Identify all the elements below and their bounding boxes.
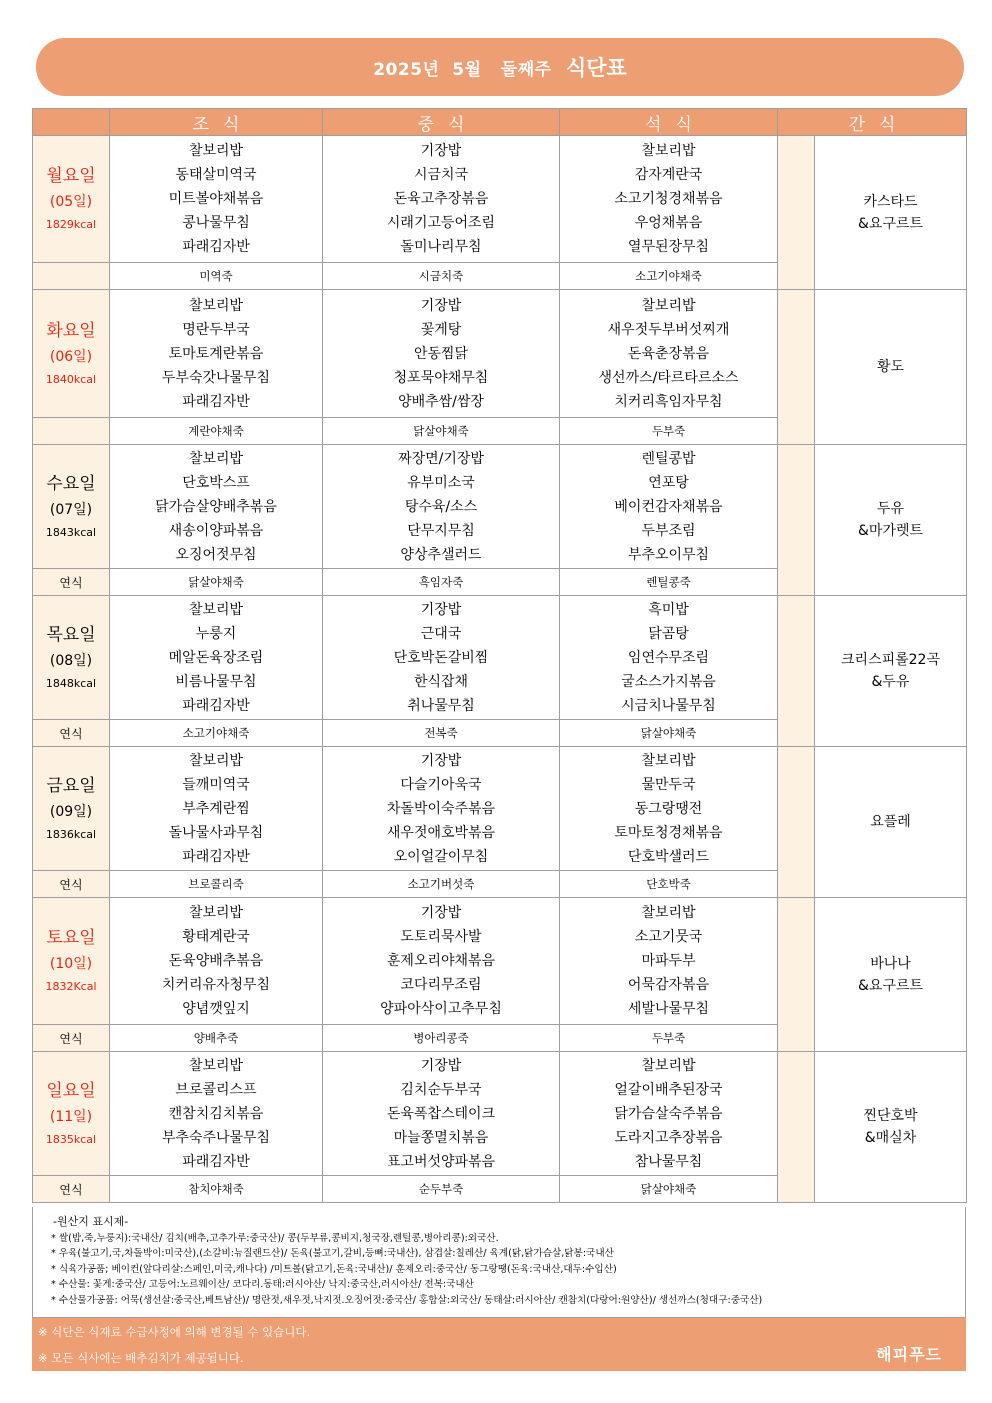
breakfast-cell — [110, 445, 323, 569]
lunch-item: 꽃게탕 — [420, 321, 462, 338]
snack-item: &매실차 — [864, 1130, 917, 1146]
lunch-item: 기장밥 — [420, 601, 462, 618]
dinner-item: 시금치나물무침 — [621, 697, 716, 714]
day-cell — [33, 898, 110, 1025]
dinner-item: 닭곰탕 — [648, 625, 689, 642]
lunch-item: 기장밥 — [420, 905, 462, 921]
breakfast-cell — [110, 898, 323, 1025]
lunch-item: 한식잡채 — [413, 673, 469, 690]
brand-name: 해피푸드 — [876, 1345, 942, 1364]
bottom-bar — [32, 1318, 966, 1371]
soft-diet-item: 소고기야채죽 — [110, 720, 323, 747]
lunch-item: 기장밥 — [420, 143, 462, 159]
breakfast-item: 오징어젓무침 — [175, 546, 257, 563]
soft-diet-item: 닭살야채죽 — [560, 720, 778, 747]
dinner-item: 임연수무조림 — [627, 649, 710, 666]
soft-diet-item: 참치야채죽 — [110, 1176, 323, 1203]
soft-diet-item: 두부죽 — [560, 1025, 778, 1052]
snack-cell — [815, 898, 967, 1052]
dinner-item: 소고기청경채볶음 — [614, 191, 723, 207]
breakfast-item: 미트볼야채볶음 — [168, 191, 264, 207]
breakfast-item: 찰보리밥 — [188, 297, 244, 314]
lunch-item: 단무지무침 — [407, 522, 475, 539]
day-row — [33, 290, 967, 418]
lunch-item: 짜장면/기장밥 — [398, 450, 484, 467]
soft-diet-item: 닭살야채죽 — [323, 418, 560, 445]
dinner-item: 새우젓두부버섯찌개 — [607, 321, 730, 338]
day-row — [33, 136, 967, 263]
dinner-item: 참나물무침 — [634, 1153, 703, 1170]
day-kcal: 1843kcal — [45, 525, 97, 539]
dinner-item: 단호박샐러드 — [627, 848, 710, 865]
breakfast-item: 부추숙주나물무침 — [161, 1129, 271, 1146]
lunch-cell — [323, 898, 560, 1025]
page-title: 2025년 5월 둘째주 — [373, 59, 558, 80]
lunch-item: 코다리무조림 — [400, 977, 482, 993]
breakfast-item: 양념깻잎지 — [182, 1001, 250, 1017]
day-name: 금요일 — [46, 775, 96, 796]
lunch-item: 양배추쌈/쌈장 — [398, 393, 484, 410]
breakfast-item: 새송이양파볶음 — [168, 522, 264, 539]
snack-cell — [815, 445, 967, 596]
snack-item: 카스타드 — [863, 193, 918, 210]
breakfast-item: 찰보리밥 — [188, 601, 244, 618]
dinner-item: 도라지고추장볶음 — [614, 1129, 723, 1146]
soft-diet-label: 연식 — [33, 569, 110, 596]
dinner-item: 마파두부 — [641, 953, 696, 969]
breakfast-item: 파래김자반 — [182, 1153, 250, 1170]
breakfast-item: 메알돈육장조림 — [168, 649, 264, 666]
snack-item: 두유 — [876, 501, 905, 517]
soft-diet-item: 순두부죽 — [323, 1176, 560, 1203]
day-name: 화요일 — [46, 320, 96, 341]
dinner-item: 우엉채볶음 — [634, 215, 703, 231]
day-date: (09일) — [49, 803, 93, 820]
breakfast-item: 돈육양배추볶음 — [168, 953, 264, 969]
breakfast-item: 파래김자반 — [182, 848, 250, 865]
snack-side-bar — [778, 445, 815, 596]
header-dinner: 석식 — [560, 109, 778, 136]
breakfast-item: 부추계란찜 — [182, 800, 250, 817]
dinner-item: 닭가슴살숙주볶음 — [614, 1105, 723, 1122]
breakfast-cell — [110, 1052, 323, 1176]
dinner-item: 연포탕 — [648, 474, 689, 491]
snack-item: 크리스피롤22곡 — [841, 652, 940, 668]
day-date: (08일) — [49, 652, 93, 669]
dinner-item: 굴소스가지볶음 — [621, 673, 716, 690]
soft-diet-item: 양배추죽 — [110, 1025, 323, 1052]
breakfast-cell — [110, 290, 323, 418]
dinner-cell — [560, 445, 778, 569]
origin-line: * 식육가공품; 베이컨(앞다리살:스페인,미국,캐나다) /미트볼(닭고기,돈육:국내산)/ 훈제오리:중국산/ 동그랑땡(돈육:국내산,대두:수입산) — [51, 1263, 617, 1275]
lunch-item: 양상추샐러드 — [400, 546, 482, 563]
menu-table — [32, 108, 967, 1203]
day-kcal: 1848kcal — [45, 676, 97, 690]
dinner-item: 찰보리밥 — [641, 143, 696, 159]
dinner-item: 부추오이무침 — [627, 546, 710, 563]
dinner-item: 생선까스/타르타르소스 — [598, 369, 739, 386]
snack-side-bar — [778, 747, 815, 898]
lunch-item: 마늘쫑멸치볶음 — [393, 1129, 489, 1146]
soft-diet-item: 흑임자죽 — [323, 569, 560, 596]
breakfast-cell — [110, 747, 323, 871]
snack-item: &요구르트 — [858, 215, 924, 232]
dinner-cell — [560, 596, 778, 720]
title-bar — [36, 38, 964, 96]
dinner-item: 소고기뭇국 — [634, 929, 703, 945]
origin-line: * 우육(불고기,국,차돌박이:미국산),(소갈비:뉴질랜드산)/ 돈육(불고기,갈비,등뼈:국내산), 삼겹살:칠레산/ 육계(닭,닭가슴살,닭봉:국내산 — [51, 1248, 614, 1260]
lunch-item: 안동찜닭 — [413, 345, 469, 362]
soft-diet-item: 병아리콩죽 — [323, 1025, 560, 1052]
breakfast-item: 찰보리밥 — [188, 1057, 244, 1074]
soft-diet-label: 연식 — [33, 720, 110, 747]
dinner-item: 찰보리밥 — [641, 297, 696, 314]
lunch-cell — [323, 136, 560, 263]
day-cell — [33, 596, 110, 720]
soft-diet-item: 단호박죽 — [560, 871, 778, 898]
lunch-item: 표고버섯양파볶음 — [386, 1153, 496, 1170]
lunch-item: 새우젓애호박볶음 — [386, 824, 496, 841]
table-header-row — [33, 109, 967, 136]
breakfast-item: 치커리유자청무침 — [161, 977, 271, 993]
lunch-item: 유부미소국 — [407, 474, 475, 491]
day-cell — [33, 747, 110, 871]
breakfast-item: 파래김자반 — [182, 239, 250, 255]
lunch-item: 훈제오리야채볶음 — [386, 953, 496, 969]
lunch-item: 오이얼갈이무침 — [393, 848, 489, 865]
soft-diet-label — [33, 263, 110, 290]
dinner-item: 돈육춘장볶음 — [627, 345, 710, 362]
origin-line: * 수산물: 꽃게:중국산/ 고등어:노르웨이산/ 코다리.동태:러시아산/ 낙지:중국산,러시아산/ 전복:국내산 — [51, 1279, 474, 1291]
soft-diet-item: 렌틸콩죽 — [560, 569, 778, 596]
soft-diet-item: 두부죽 — [560, 418, 778, 445]
lunch-cell — [323, 1052, 560, 1176]
dinner-item: 흑미밥 — [648, 601, 689, 618]
lunch-item: 기장밥 — [420, 752, 462, 769]
soft-diet-label: 연식 — [33, 1025, 110, 1052]
breakfast-item: 명란두부국 — [182, 321, 250, 338]
day-name: 일요일 — [46, 1080, 96, 1101]
lunch-item: 도토리묵사발 — [400, 929, 482, 945]
snack-side-bar — [778, 136, 815, 290]
lunch-item: 취나물무침 — [407, 697, 475, 714]
lunch-item: 차돌박이숙주볶음 — [386, 800, 496, 817]
dinner-item: 열무된장무침 — [627, 239, 710, 255]
breakfast-item: 파래김자반 — [182, 697, 250, 714]
breakfast-item: 찰보리밥 — [188, 450, 244, 467]
dinner-item: 물만두국 — [641, 776, 696, 793]
lunch-item: 청포묵야채무침 — [393, 369, 489, 386]
snack-cell — [815, 136, 967, 290]
snack-item: 요플레 — [870, 814, 911, 830]
snack-item: 황도 — [876, 359, 905, 375]
dinner-cell — [560, 290, 778, 418]
day-date: (10일) — [49, 956, 93, 972]
notice-kimchi: ※ 모든 식사에는 배추김치가 제공됩니다. — [38, 1351, 244, 1365]
day-name: 목요일 — [46, 624, 96, 645]
dinner-item: 세발나물무침 — [627, 1001, 710, 1017]
dinner-item: 찰보리밥 — [641, 752, 696, 769]
breakfast-item: 동태살미역국 — [175, 167, 257, 183]
snack-side-bar — [778, 596, 815, 747]
soft-diet-label: 연식 — [33, 1176, 110, 1203]
soft-diet-label: 연식 — [33, 871, 110, 898]
dinner-item: 치커리흑임자무침 — [614, 393, 723, 410]
dinner-item: 찰보리밥 — [641, 905, 696, 921]
day-name: 수요일 — [46, 473, 96, 494]
day-kcal: 1829kcal — [45, 218, 97, 231]
soft-diet-item: 계란야채죽 — [110, 418, 323, 445]
breakfast-item: 캔참치김치볶음 — [168, 1105, 264, 1122]
origin-heading: -원산지 표시제- — [53, 1215, 129, 1228]
day-name: 월요일 — [46, 166, 96, 186]
origin-line: * 쌀(밥,죽,누룽지):국내산/ 김치(배추,고추가루:중국산)/ 콩(두부류,콩비지,청국장,렌틸콩,병아리콩):외국산. — [51, 1233, 499, 1244]
lunch-item: 기장밥 — [420, 1057, 462, 1074]
dinner-cell — [560, 1052, 778, 1176]
dinner-cell — [560, 136, 778, 263]
soft-diet-item: 닭살야채죽 — [110, 569, 323, 596]
lunch-item: 근대국 — [420, 625, 462, 642]
day-cell — [33, 290, 110, 418]
dinner-cell — [560, 898, 778, 1025]
lunch-cell — [323, 445, 560, 569]
lunch-item: 시래기고등어조림 — [386, 215, 496, 231]
soft-diet-item: 닭살야채죽 — [560, 1176, 778, 1203]
day-kcal: 1836kcal — [45, 827, 97, 841]
lunch-cell — [323, 290, 560, 418]
breakfast-item: 토마토계란볶음 — [168, 345, 264, 362]
day-cell — [33, 136, 110, 263]
day-date: (05일) — [49, 194, 93, 210]
dinner-item: 렌틸콩밥 — [641, 450, 696, 467]
lunch-item: 김치순두부국 — [400, 1081, 482, 1098]
breakfast-item: 콩나물무침 — [182, 215, 250, 231]
dinner-item: 두부조림 — [641, 522, 696, 539]
lunch-item: 시금치국 — [413, 167, 469, 183]
day-kcal: 1840kcal — [45, 372, 97, 386]
dinner-item: 동그랑땡전 — [634, 800, 703, 817]
breakfast-item: 돌나물사과무침 — [168, 824, 264, 841]
day-kcal: 1835kcal — [45, 1132, 97, 1146]
day-date: (06일) — [49, 348, 93, 365]
breakfast-item: 찰보리밥 — [188, 905, 244, 921]
breakfast-item: 브로콜리스프 — [175, 1081, 257, 1098]
day-cell — [33, 445, 110, 569]
soft-diet-item: 전복죽 — [323, 720, 560, 747]
header-day — [33, 109, 110, 136]
breakfast-item: 두부숙갓나물무침 — [161, 369, 271, 386]
lunch-item: 기장밥 — [420, 297, 462, 314]
lunch-cell — [323, 747, 560, 871]
day-row — [33, 1052, 967, 1176]
snack-item: &요구르트 — [858, 977, 924, 994]
soft-diet-item: 시금치죽 — [323, 263, 560, 290]
lunch-item: 돈육고추장볶음 — [393, 191, 489, 207]
day-row — [33, 898, 967, 1025]
lunch-cell — [323, 596, 560, 720]
origin-line: * 수산물가공품: 어묵(생선살:중국산,베트남산)/ 명란젓,새우젓,낙지젓.오징어젓:중국산/ 홍합살:외국산/ 동태살:러시아산/ 캔참치(다랑어:원양산)/ 생선까스(청대구:중국산) — [51, 1294, 763, 1306]
day-row — [33, 445, 967, 569]
dinner-item: 찰보리밥 — [641, 1057, 696, 1074]
soft-diet-item: 미역죽 — [110, 263, 323, 290]
breakfast-item: 찰보리밥 — [188, 752, 244, 769]
breakfast-cell — [110, 596, 323, 720]
snack-side-bar — [778, 898, 815, 1052]
notice-menu-change: ※ 식단은 식재료 수급사정에 의해 변경될 수 있습니다. — [38, 1325, 311, 1339]
breakfast-item: 찰보리밥 — [188, 143, 244, 159]
snack-side-bar — [778, 1052, 815, 1203]
lunch-item: 돈육폭찹스테이크 — [386, 1105, 496, 1122]
dinner-cell — [560, 747, 778, 871]
soft-diet-item: 브로콜리죽 — [110, 871, 323, 898]
breakfast-cell — [110, 136, 323, 263]
dinner-item: 베이컨감자채볶음 — [614, 498, 723, 515]
page-title-emphasis: 식단표 — [565, 56, 627, 80]
dinner-item: 얼갈이배추된장국 — [614, 1081, 723, 1098]
snack-item: &마가렛트 — [858, 523, 924, 539]
soft-diet-label — [33, 418, 110, 445]
soft-diet-item: 소고기야채죽 — [560, 263, 778, 290]
soft-diet-item: 소고기버섯죽 — [323, 871, 560, 898]
breakfast-item: 누룽지 — [195, 625, 237, 642]
day-name: 토요일 — [46, 928, 96, 948]
snack-item: &두유 — [871, 674, 910, 690]
header-snack: 간식 — [778, 109, 967, 136]
snack-item: 바나나 — [870, 955, 911, 972]
breakfast-item: 비름나물무침 — [175, 673, 257, 690]
header-lunch: 중식 — [323, 109, 560, 136]
lunch-item: 돌미나리무침 — [400, 239, 482, 255]
snack-cell — [815, 290, 967, 445]
lunch-item: 양파아삭이고추무침 — [380, 1001, 502, 1017]
day-kcal: 1832Kcal — [45, 980, 97, 993]
breakfast-item: 황태계란국 — [182, 929, 250, 945]
snack-cell — [815, 747, 967, 898]
snack-cell — [815, 1052, 967, 1203]
breakfast-item: 파래김자반 — [182, 393, 250, 410]
snack-side-bar — [778, 290, 815, 445]
lunch-item: 단호박돈갈비찜 — [393, 649, 489, 666]
breakfast-item: 단호박스프 — [182, 474, 250, 491]
dinner-item: 토마토청경채볶음 — [614, 824, 723, 841]
breakfast-item: 닭가슴살양배추볶음 — [155, 498, 277, 515]
day-date: (11일) — [49, 1108, 93, 1125]
dinner-item: 어묵감자볶음 — [627, 977, 710, 993]
snack-item: 찐단호박 — [863, 1108, 918, 1124]
dinner-item: 감자계란국 — [634, 167, 703, 183]
day-cell — [33, 1052, 110, 1176]
day-date: (07일) — [49, 501, 93, 518]
day-row — [33, 596, 967, 720]
origin-notice — [32, 1207, 966, 1318]
lunch-item: 다슬기아욱국 — [400, 776, 482, 793]
breakfast-item: 들깨미역국 — [182, 776, 250, 793]
day-row — [33, 747, 967, 871]
snack-cell — [815, 596, 967, 747]
header-breakfast: 조식 — [110, 109, 323, 136]
lunch-item: 탕수육/소스 — [404, 498, 478, 515]
